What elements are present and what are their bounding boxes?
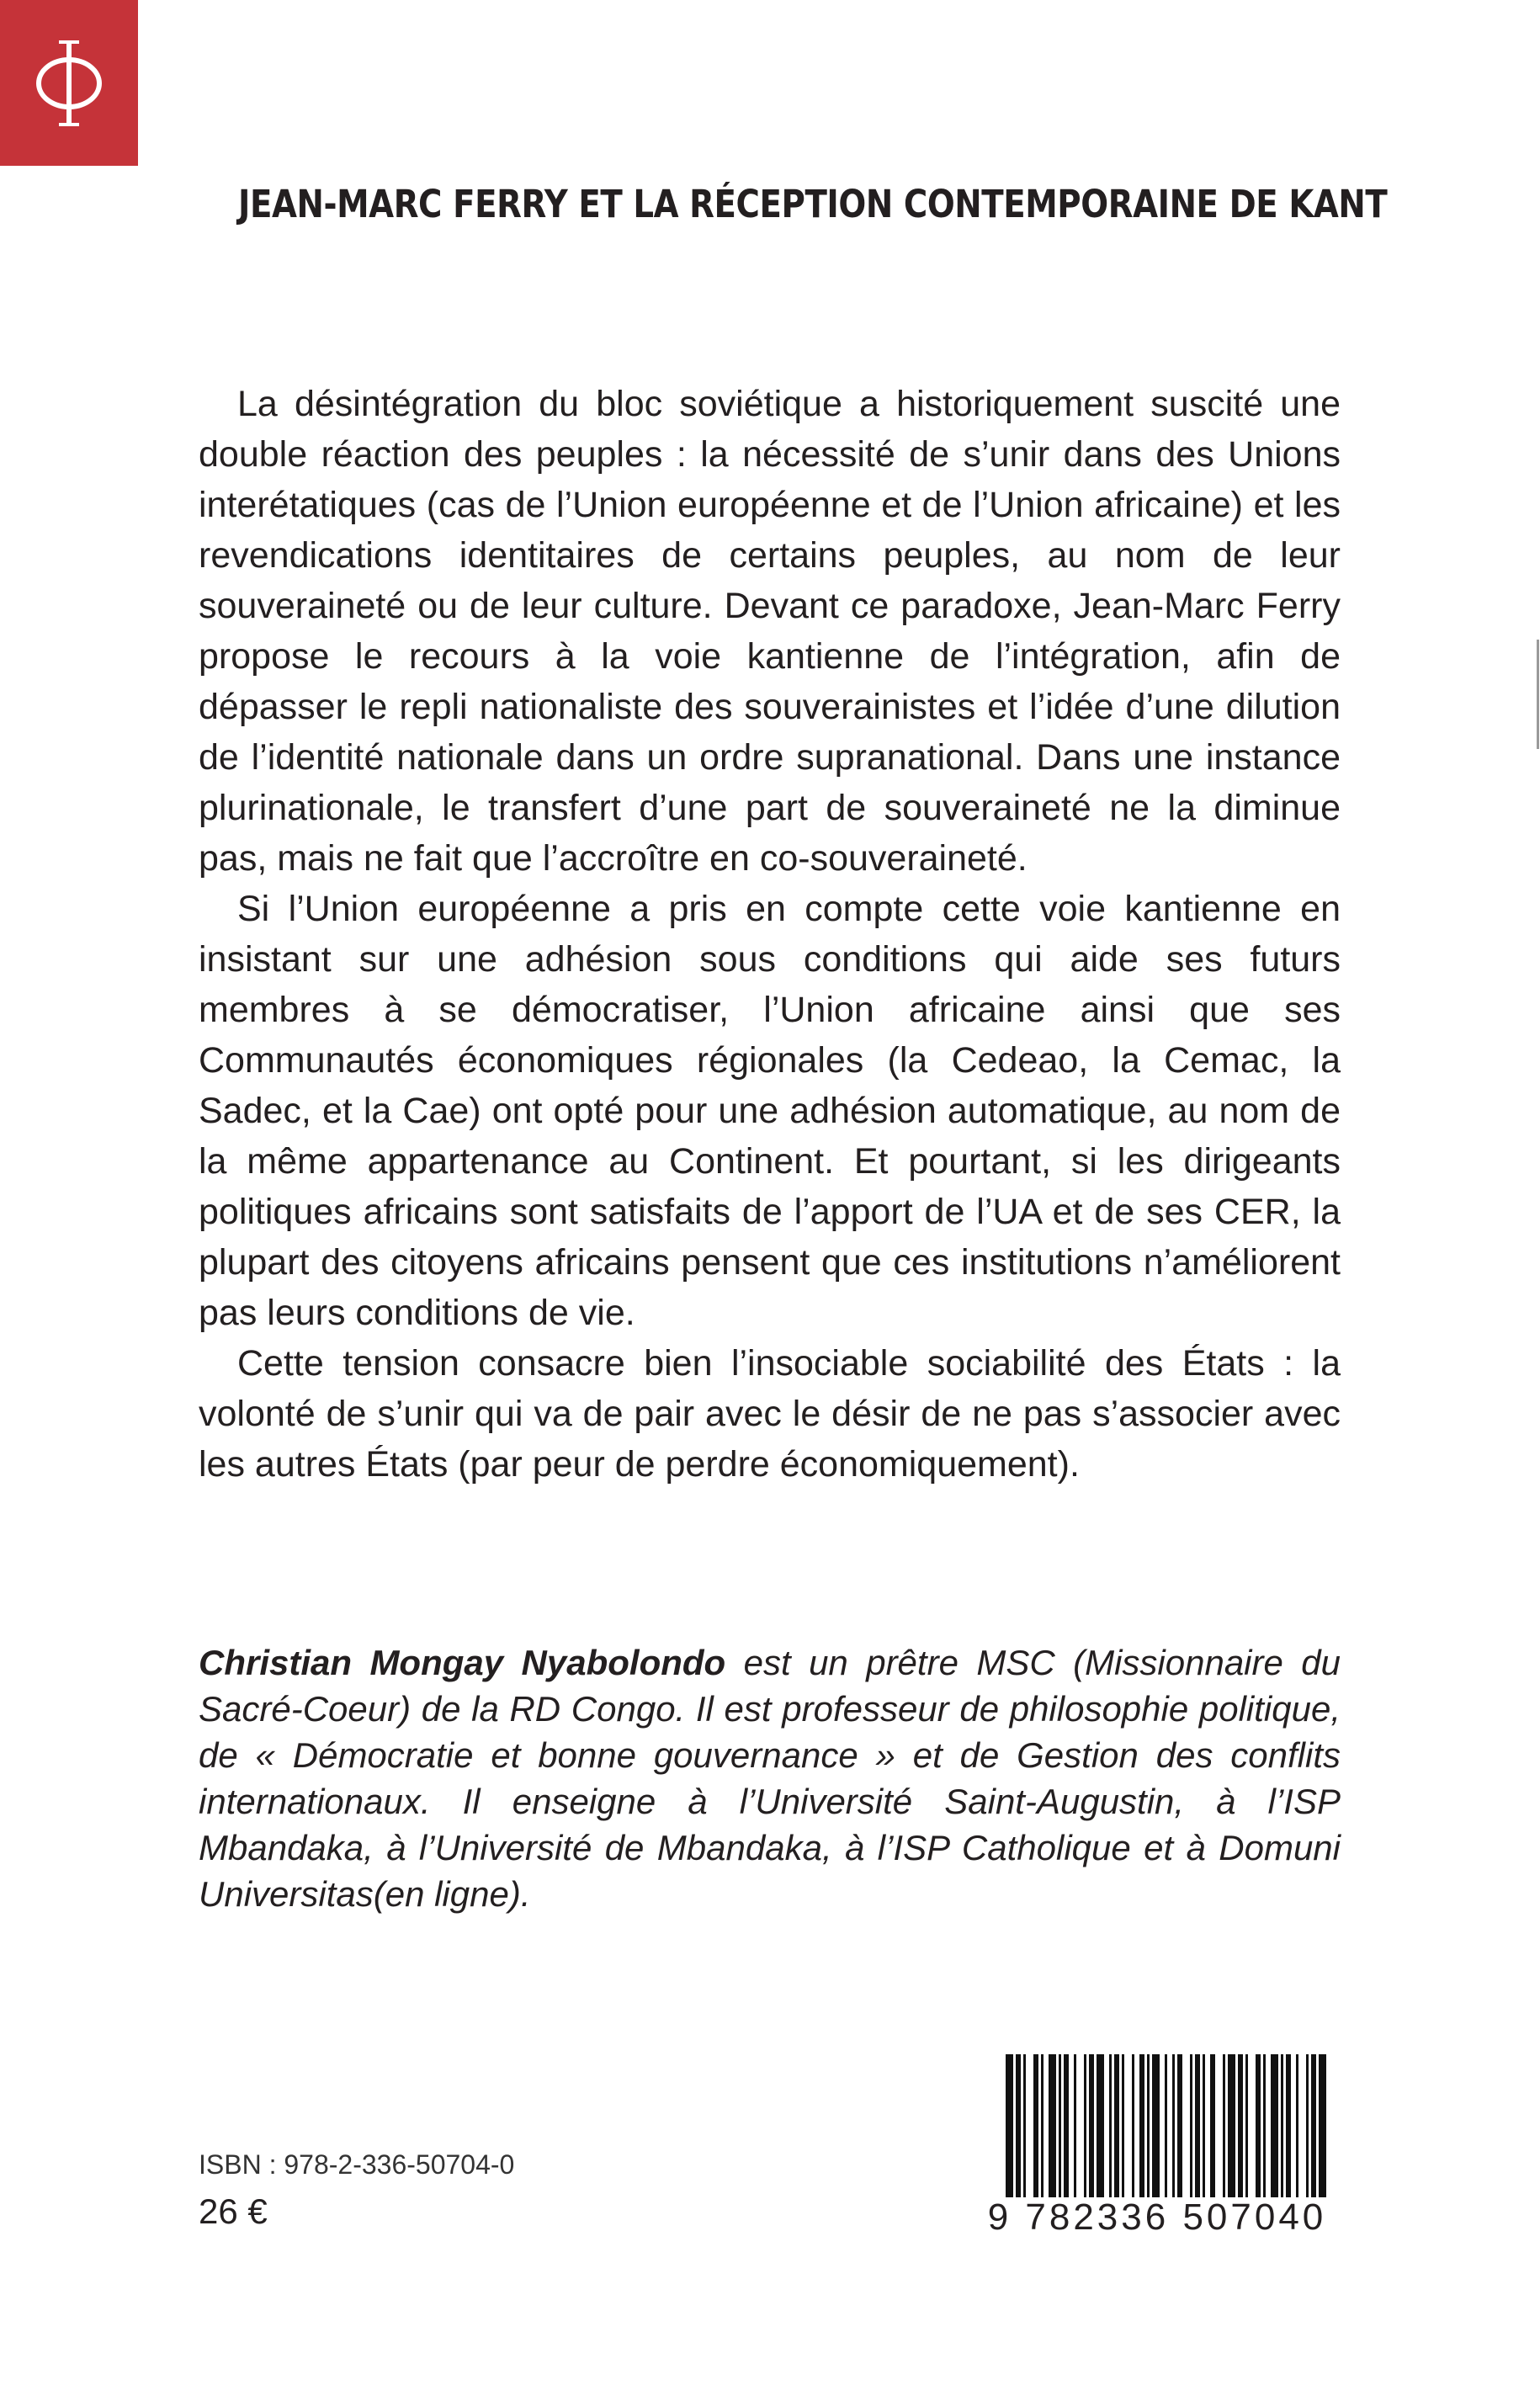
barcode-bar [1041,2054,1043,2197]
barcode-digits: 9 782336 507040 [987,2196,1327,2238]
barcode-bar [1109,2054,1112,2197]
author-name: Christian Mongay Nyabolondo [199,1643,726,1682]
barcode-bar [1097,2054,1104,2197]
phi-icon [29,37,109,130]
barcode-bar [1306,2054,1309,2197]
barcode-bar [1089,2054,1094,2197]
barcode-bar [1223,2054,1225,2197]
barcode-bar [1172,2054,1175,2197]
author-bio [199,1639,1341,1917]
barcode-bar [1263,2054,1266,2197]
summary-paragraph: La désintégration du bloc soviétique a historiquement suscité une double réaction des peuples : la nécessité de s’unir dans des Unions interétatiques (cas de l’Union européenne et de l’Union africaine) et les revendications identitaires de certains peuples, au nom de leur souveraineté ou de leur culture. Devant ce paradoxe, Jean-Marc Ferry propose le recours à la voie kantienne de l’intégration, afin de dépasser le repli nationaliste des souverainistes et l’idée d’une dilution de l’identité nationale dans un ordre supranational. Dans une instance plurinationale, le transfert d’une part de souveraineté ne la diminue pas, mais ne fait que l’accroître en co-souveraineté. [199,384,1341,879]
barcode-bar [1049,2054,1056,2197]
barcode-bar [1281,2054,1283,2197]
summary-paragraph: Cette tension consacre bien l’insociable sociabilité des États : la volonté de s’unir qui va de pair avec le désir de ne pas s’associer avec les autres États (par peur de perdre économiquement). [199,1343,1341,1485]
barcode-bar [1033,2054,1038,2197]
price-label: 26 € [199,2191,268,2231]
isbn-label: ISBN : 978-2-336-50704-0 [199,2149,515,2180]
barcode-bar [1084,2054,1086,2197]
barcode-bar [1311,2054,1316,2197]
barcode-bar [1006,2054,1013,2197]
barcode-bar [1203,2054,1205,2197]
barcode-bar [1177,2054,1182,2197]
barcode-bar [1238,2054,1243,2197]
author-bio-text: est un prêtre MSC (Missionnaire du Sacré-Coeur) de la RD Congo. Il est professeur de philosophie politique, de « Démocratie et bonne gouvernance » et de Gestion des conflits internationaux. Il enseigne à l’Université Saint-Augustin, à l’ISP Mbandaka, à l’Université de Mbandaka, à l’ISP Catholique et à Domuni Universitas(en ligne). [199,1643,1341,1914]
barcode-bar [1132,2054,1134,2197]
barcode-bar [1165,2054,1167,2197]
barcode-bar [1195,2054,1200,2197]
barcode-bar [1286,2054,1291,2197]
barcode-bar [1271,2054,1278,2197]
barcode-bar [1152,2054,1160,2197]
barcode-bar [1122,2054,1124,2197]
summary-text [199,379,1341,1490]
barcode-bar [1016,2054,1021,2197]
barcode-bar [1296,2054,1298,2197]
barcode-bar [1190,2054,1192,2197]
barcode-bar [1139,2054,1144,2197]
publisher-logo [0,0,138,166]
barcode-bar [1114,2054,1119,2197]
barcode-bar [1064,2054,1069,2197]
barcode-bar [1074,2054,1076,2197]
barcode-bar [1245,2054,1248,2197]
barcode-bar [1210,2054,1215,2197]
barcode-bar [1059,2054,1061,2197]
barcode-bar [1319,2054,1326,2197]
edge-mark [1537,640,1539,749]
barcode-bar [1228,2054,1235,2197]
barcode-bar [1147,2054,1150,2197]
barcode-bar [1023,2054,1026,2197]
summary-paragraph: Si l’Union européenne a pris en compte cette voie kantienne en insistant sur une adhésion sous conditions qui aide ses futurs membres à se démocratiser, l’Union africaine ainsi que ses Communautés économiques régionales (la Cedeao, la Cemac, la Sadec, et la Cae) ont opté pour une adhésion automatique, au nom de la même appartenance au Continent. Et pourtant, si les dirigeants politiques africains sont satisfaits de l’apport de l’UA et de ses CER, la plupart des citoyens africains pensent que ces institutions n’améliorent pas leurs conditions de vie. [199,889,1341,1333]
book-title: JEAN-MARC FERRY ET LA RÉCEPTION CONTEMPORAINE DE KANT [238,182,1388,226]
barcode-bar [1256,2054,1261,2197]
